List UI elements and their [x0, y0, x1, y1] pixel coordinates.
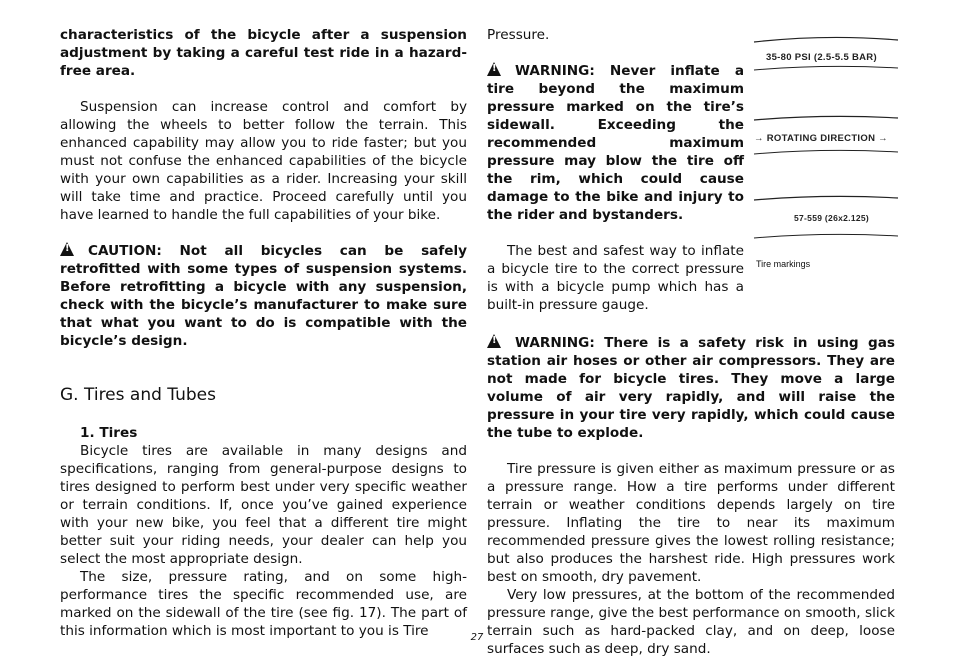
- warning-text-2: WARNING: There is a safety risk in using gas station air hoses or other air compressors. They are not made for bicycle tires. They move a large volume of air very rapidly, and will raise the pressure in your tire very rapidly, which could cause the tube to explode.: [487, 335, 895, 441]
- paragraph-tires: Bicycle tires are available in many designs and specifications, ranging from general-purpose designs to tires designed to perform best under very specific weather or terrain conditions. If, once you’ve gained experience with your new bike, you feel that a different tire might better suit your riding needs, your dealer can help you select the most appropriate design.: [60, 443, 467, 567]
- warning-triangle-icon: [487, 334, 501, 348]
- warning-block-2: [487, 334, 895, 442]
- tire-marking-pressure: 35-80 PSI (2.5-5.5 BAR): [766, 52, 877, 63]
- paragraph-continuation: characteristics of the bicycle after a suspension adjustment by taking a careful test ride in a hazard-free area.: [60, 27, 467, 79]
- pump-text: The best and safest way to inflate a bicycle tire to the correct pressure is with a bicycle pump which has a built-in pressure gauge.: [487, 243, 744, 313]
- section-heading: G. Tires and Tubes: [60, 385, 216, 405]
- tire-sidewall-graphic: [752, 30, 900, 275]
- paragraph-suspension: Suspension can increase control and comfort by allowing the wheels to better follow the terrain. This enhanced capability may allow you to ride faster; but you must not confuse the enhanced capabilities of the bicycle with your own capabilities as a rider. Increasing your skill will take time and practice. Proceed carefully until you have learned to handle the full capabilities of your bike.: [60, 99, 467, 223]
- paragraph-low-pressure: Very low pressures, at the bottom of the recommended pressure range, give the best performance on smooth, slick terrain such as hard-packed clay, and on deep, loose surfaces such as deep, dry sand.: [487, 587, 895, 657]
- paragraph-size: The size, pressure rating, and on some high-performance tires the specific recommended use, are marked on the sidewall of the tire (see fig. 17). The part of this information which is most important to you is Tire: [60, 569, 467, 639]
- paragraph-pump: [487, 242, 744, 314]
- warning-triangle-icon: [60, 242, 74, 256]
- warning-block-1: [487, 62, 744, 224]
- figure-caption: Tire markings: [756, 259, 811, 269]
- left-column: [60, 26, 467, 640]
- caution-block: [60, 242, 467, 350]
- warning-triangle-icon: [487, 62, 501, 76]
- tire-markings-figure: [752, 30, 900, 275]
- caution-text: CAUTION: Not all bicycles can be safely retrofitted with some types of suspension systems. Before retrofitting a bicycle with any suspension, check with the bicycle’s manufacturer to make sure that what you want to do is compatible with the bicycle’s design.: [60, 243, 467, 349]
- subsection-heading: 1. Tires: [80, 425, 138, 441]
- paragraph-tire-pressure: Tire pressure is given either as maximum pressure or as a pressure range. How a tire performs under different terrain or weather conditions depends largely on tire pressure. Inflating the tire to near its maximum recommended pressure gives the lowest rolling resistance; but also produces the harshest ride. High pressures work best on smooth, dry pavement.: [487, 461, 895, 585]
- page-number: 27: [470, 632, 484, 643]
- tire-marking-size: 57-559 (26x2.125): [794, 213, 870, 223]
- paragraph-pressure: Pressure.: [487, 27, 550, 43]
- warning-text-1: WARNING: Never inflate a tire beyond the maximum pressure marked on the tire’s sidewall. Exceeding the recommended maximum pressure may blow the tire off the rim, which could cause damage to the bike and injury to the rider and bystanders.: [487, 63, 744, 223]
- tire-marking-direction: → ROTATING DIRECTION →: [754, 133, 888, 144]
